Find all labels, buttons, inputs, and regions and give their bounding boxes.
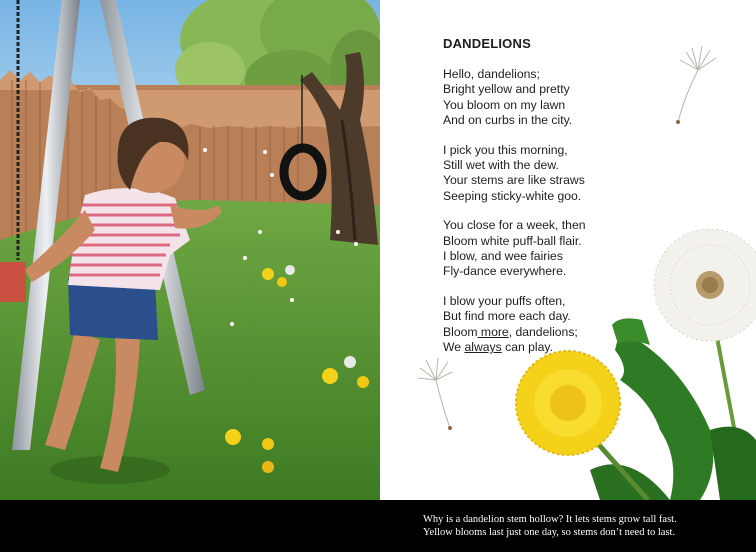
poem-line <box>443 340 643 355</box>
underlined-word: more <box>477 324 509 339</box>
stanza-2 <box>443 143 643 205</box>
stanza-3 <box>443 218 643 280</box>
fact-footer <box>0 500 756 552</box>
poem-line: Hello, dandelions; <box>443 67 540 81</box>
poem-line: Fly-dance everywhere. <box>443 264 567 279</box>
fact-line: Why is a dandelion stem hollow? It lets stems grow tall fast. <box>423 514 677 525</box>
line-text: We <box>443 340 465 355</box>
poem-line: But find more each day. <box>443 309 571 324</box>
poem-line: And on curbs in the city. <box>443 113 573 128</box>
poem-page <box>380 0 756 500</box>
poem-line: I blow your puffs often, <box>443 293 566 308</box>
floating-seed-top <box>676 46 716 124</box>
line-text: Bloom <box>443 324 478 339</box>
poem <box>443 36 643 370</box>
poem-line: You close for a week, then <box>443 218 586 233</box>
poem-line: Seeping sticky-white goo. <box>443 188 582 203</box>
poem-line: You bloom on my lawn <box>443 97 566 112</box>
dandelion-facts <box>423 514 677 539</box>
poem-line: I pick you this morning, <box>443 142 568 157</box>
poem-line: Bright yellow and pretty <box>443 82 570 97</box>
underlined-word: always <box>464 340 502 355</box>
poem-line <box>443 325 643 340</box>
line-text: can play. <box>501 340 553 355</box>
fact-line: Yellow blooms last just one day, so stems don’t need to last. <box>423 526 676 538</box>
poem-title: DANDELIONS <box>443 36 531 51</box>
poem-line: Your stems are like straws <box>443 173 585 188</box>
stanza-1 <box>443 67 643 129</box>
stanza-4 <box>443 294 643 356</box>
line-text: , dandelions; <box>508 324 578 339</box>
poem-line: Bloom white puff-ball flair. <box>443 233 582 248</box>
poem-line: Still wet with the dew. <box>443 158 559 173</box>
illustration-child-at-swing <box>0 0 380 500</box>
poem-line: I blow, and wee fairies <box>443 249 563 264</box>
